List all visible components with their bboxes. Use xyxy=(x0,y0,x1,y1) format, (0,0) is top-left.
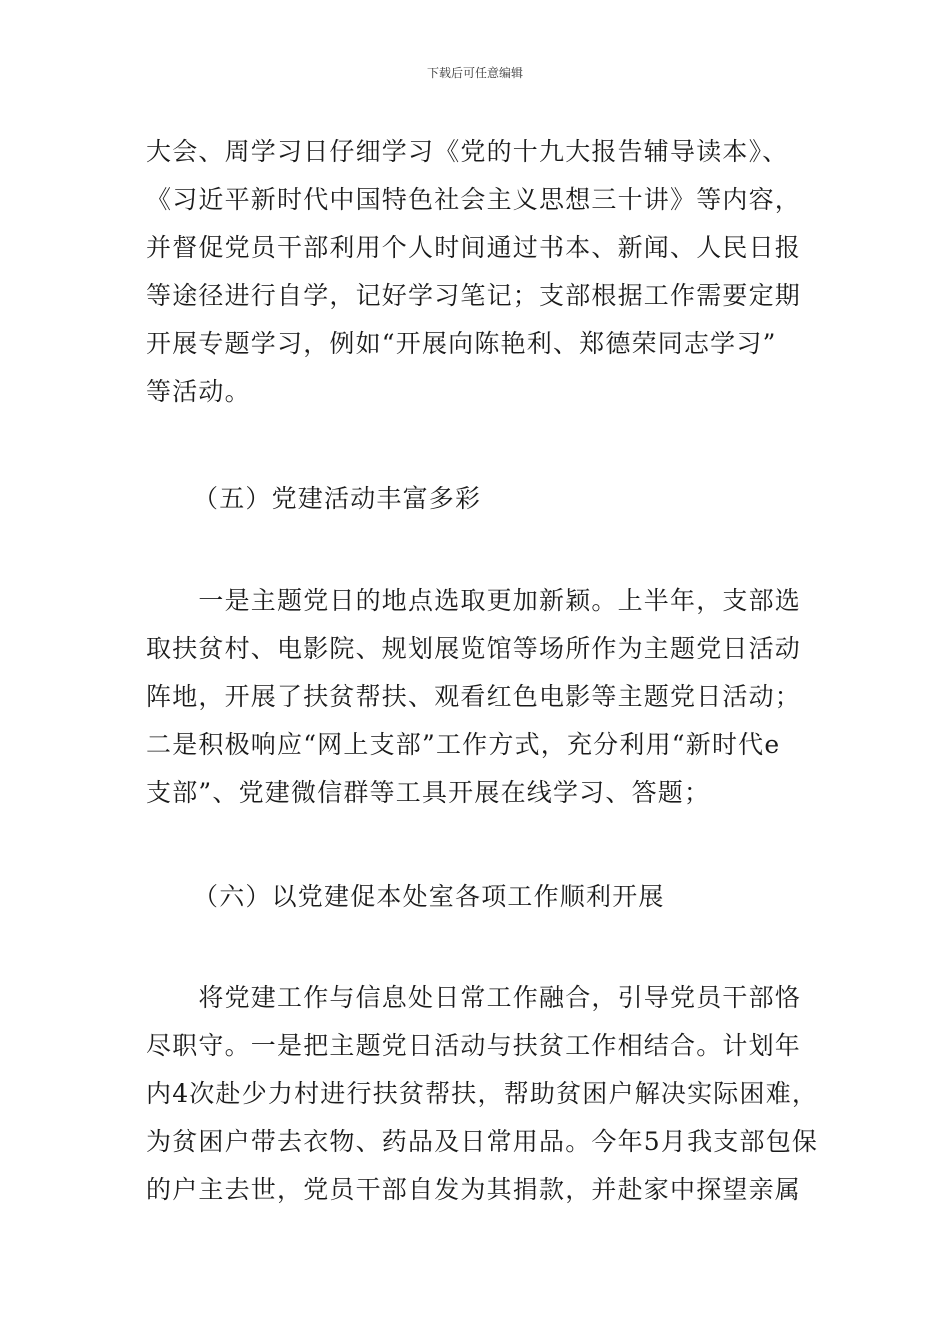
paragraph-line: 支部”、党建微信群等工具开展在线学习、答题； xyxy=(146,778,711,807)
paragraph-line: 尽职守。一是把主题党日活动与扶贫工作相结合。计划年 xyxy=(146,1031,802,1060)
paragraph-line: 《习近平新时代中国特色社会主义思想三十讲》等内容， xyxy=(146,185,802,214)
paragraph-line: 等途径进行自学，记好学习笔记；支部根据工作需要定期 xyxy=(146,281,802,310)
section-heading-5: （五）党建活动丰富多彩 xyxy=(193,484,482,513)
paragraph-study xyxy=(146,128,811,416)
paragraph-activities xyxy=(146,577,811,817)
paragraph-line: 阵地，开展了扶贫帮扶、观看红色电影等主题党日活动； xyxy=(146,682,802,711)
paragraph-line: 并督促党员干部利用个人时间通过书本、新闻、人民日报 xyxy=(146,233,802,262)
paragraph-line: 等活动。 xyxy=(146,377,251,406)
paragraph-line: 开展专题学习，例如“开展向陈艳利、郑德荣同志学习” xyxy=(146,329,777,358)
paragraph-integration xyxy=(146,974,819,1214)
paragraph-line: 一是主题党日的地点选取更加新颖。上半年，支部选 xyxy=(146,586,802,615)
paragraph-line: 内4次赴少力村进行扶贫帮扶，帮助贫困户解决实际困难， xyxy=(146,1079,819,1108)
paragraph-line: 将党建工作与信息处日常工作融合，引导党员干部恪 xyxy=(146,983,802,1012)
page-header: 下载后可任意编辑 xyxy=(426,66,523,80)
paragraph-line: 大会、周学习日仔细学习《党的十九大报告辅导读本》、 xyxy=(146,137,789,166)
section-heading-6: （六）以党建促本处室各项工作顺利开展 xyxy=(193,882,665,911)
paragraph-line: 为贫困户带去衣物、药品及日常用品。今年5月我支部包保 xyxy=(146,1127,819,1156)
paragraph-line: 取扶贫村、电影院、规划展览馆等场所作为主题党日活动 xyxy=(146,634,802,663)
paragraph-line: 二是积极响应“网上支部”工作方式，充分利用“新时代e xyxy=(146,730,781,759)
paragraph-line: 的户主去世，党员干部自发为其捐款，并赴家中探望亲属 xyxy=(146,1175,802,1204)
